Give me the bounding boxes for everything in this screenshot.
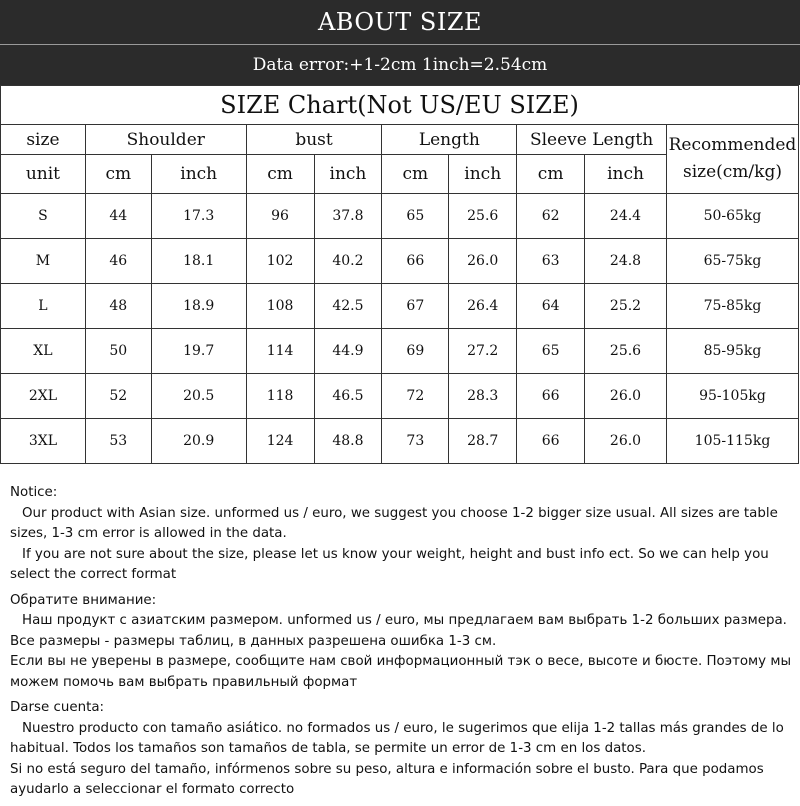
cell-length-inch: 28.7 [449,419,517,464]
cell-size: L [1,284,86,329]
size-chart-title: SIZE Chart(Not US/EU SIZE) [1,86,799,125]
cell-bust-cm: 96 [246,194,314,239]
header-recommended-line1: Recommended [668,135,797,155]
cell-length-inch: 25.6 [449,194,517,239]
notice-section [10,483,795,806]
unit-sleeve-cm: cm [517,155,585,194]
cell-shoulder-inch: 18.9 [151,284,246,329]
cell-recommended: 75-85kg [666,284,798,329]
cell-length-cm: 67 [382,284,449,329]
cell-bust-inch: 40.2 [314,239,382,284]
cell-length-inch: 28.3 [449,374,517,419]
cell-sleeve-inch: 24.4 [585,194,667,239]
notice-russian [10,591,795,694]
header-recommended [666,125,798,194]
cell-size: 3XL [1,419,86,464]
cell-bust-inch: 42.5 [314,284,382,329]
cell-bust-inch: 44.9 [314,329,382,374]
notice-ru-line3: Если вы не уверены в размере, сообщите нам свой информационный тэк о весе, высоте и бюсте. Поэтому мы можем помочь вам выбрать правильный формат [10,654,792,690]
cell-recommended: 50-65kg [666,194,798,239]
about-size-title: ABOUT SIZE [0,0,800,44]
unit-shoulder-cm: cm [85,155,151,194]
cell-length-cm: 72 [382,374,449,419]
cell-sleeve-cm: 65 [517,329,585,374]
size-chart-table [0,85,799,464]
notice-ru-line2: Все размеры - размеры таблиц, в данных разрешена ошибка 1-3 см. [10,633,497,649]
cell-bust-cm: 114 [246,329,314,374]
cell-shoulder-inch: 20.5 [151,374,246,419]
cell-sleeve-inch: 25.6 [585,329,667,374]
cell-sleeve-inch: 26.0 [585,374,667,419]
cell-length-inch: 26.0 [449,239,517,284]
unit-length-cm: cm [382,155,449,194]
notice-en-heading: Notice: [10,485,58,500]
header-recommended-line2: size(cm/kg) [682,162,782,182]
table-row [1,239,799,284]
notice-en-line1: Our product with Asian size. unformed us / euro, we suggest you choose 1-2 bigger size usual. All sizes are table sizes, 1-3 cm error is allowed in the data. [10,505,778,541]
table-row [1,284,799,329]
cell-sleeve-cm: 62 [517,194,585,239]
cell-length-cm: 69 [382,329,449,374]
cell-length-cm: 66 [382,239,449,284]
cell-length-inch: 27.2 [449,329,517,374]
cell-bust-inch: 46.5 [314,374,382,419]
cell-bust-cm: 118 [246,374,314,419]
cell-size: S [1,194,86,239]
cell-shoulder-cm: 48 [85,284,151,329]
table-row [1,419,799,464]
notice-spanish [10,698,795,801]
cell-sleeve-cm: 63 [517,239,585,284]
unit-bust-inch: inch [314,155,382,194]
notice-ru-heading: Обратите внимание: [10,592,157,608]
cell-recommended: 105-115kg [666,419,798,464]
table-row [1,329,799,374]
unit-bust-cm: cm [246,155,314,194]
cell-sleeve-cm: 66 [517,374,585,419]
cell-recommended: 85-95kg [666,329,798,374]
notice-es-line1: Nuestro producto con tamaño asiático. no formados us / euro, le sugerimos que elija 1-2 tallas más grandes de lo habitual. Todos los tamaños son tamaños de tabla, se permite un error de 1-3 cm en los datos. [10,720,784,756]
cell-sleeve-inch: 24.8 [585,239,667,284]
cell-shoulder-cm: 52 [85,374,151,419]
cell-size: 2XL [1,374,86,419]
header-size: size [1,125,86,155]
table-row [1,194,799,239]
cell-recommended: 65-75kg [666,239,798,284]
cell-bust-cm: 102 [246,239,314,284]
cell-bust-inch: 37.8 [314,194,382,239]
cell-shoulder-cm: 46 [85,239,151,284]
cell-length-cm: 65 [382,194,449,239]
cell-shoulder-cm: 44 [85,194,151,239]
cell-shoulder-cm: 53 [85,419,151,464]
cell-length-cm: 73 [382,419,449,464]
cell-sleeve-inch: 26.0 [585,419,667,464]
notice-es-line2: Si no está seguro del tamaño, infórmenos sobre su peso, altura e información sobre el busto. Para que podamos ayudarlo a seleccionar el formato correcto [10,761,764,797]
cell-shoulder-inch: 17.3 [151,194,246,239]
header-length: Length [382,125,517,155]
notice-en-line2: If you are not sure about the size, please let us know your weight, height and bust info ect. So we can help you select the correct format [10,546,769,582]
unit-shoulder-inch: inch [151,155,246,194]
cell-size: M [1,239,86,284]
notice-ru-line1: Наш продукт с азиатским размером. unformed us / euro, мы предлагаем вам выбрать 1-2 больших размера. [22,613,787,628]
header-bust: bust [246,125,382,155]
cell-shoulder-inch: 20.9 [151,419,246,464]
table-row [1,374,799,419]
notice-es-heading: Darse cuenta: [10,700,105,715]
unit-length-inch: inch [449,155,517,194]
header-sleeve-length: Sleeve Length [517,125,667,155]
cell-bust-inch: 48.8 [314,419,382,464]
data-error-subtitle: Data error:+1-2cm 1inch=2.54cm [0,45,800,85]
cell-recommended: 95-105kg [666,374,798,419]
cell-shoulder-inch: 19.7 [151,329,246,374]
cell-sleeve-cm: 66 [517,419,585,464]
cell-sleeve-inch: 25.2 [585,284,667,329]
notice-english [10,483,795,586]
cell-shoulder-inch: 18.1 [151,239,246,284]
cell-size: XL [1,329,86,374]
cell-bust-cm: 124 [246,419,314,464]
unit-label: unit [1,155,86,194]
header-shoulder: Shoulder [85,125,246,155]
cell-shoulder-cm: 50 [85,329,151,374]
cell-length-inch: 26.4 [449,284,517,329]
unit-sleeve-inch: inch [585,155,667,194]
cell-bust-cm: 108 [246,284,314,329]
cell-sleeve-cm: 64 [517,284,585,329]
